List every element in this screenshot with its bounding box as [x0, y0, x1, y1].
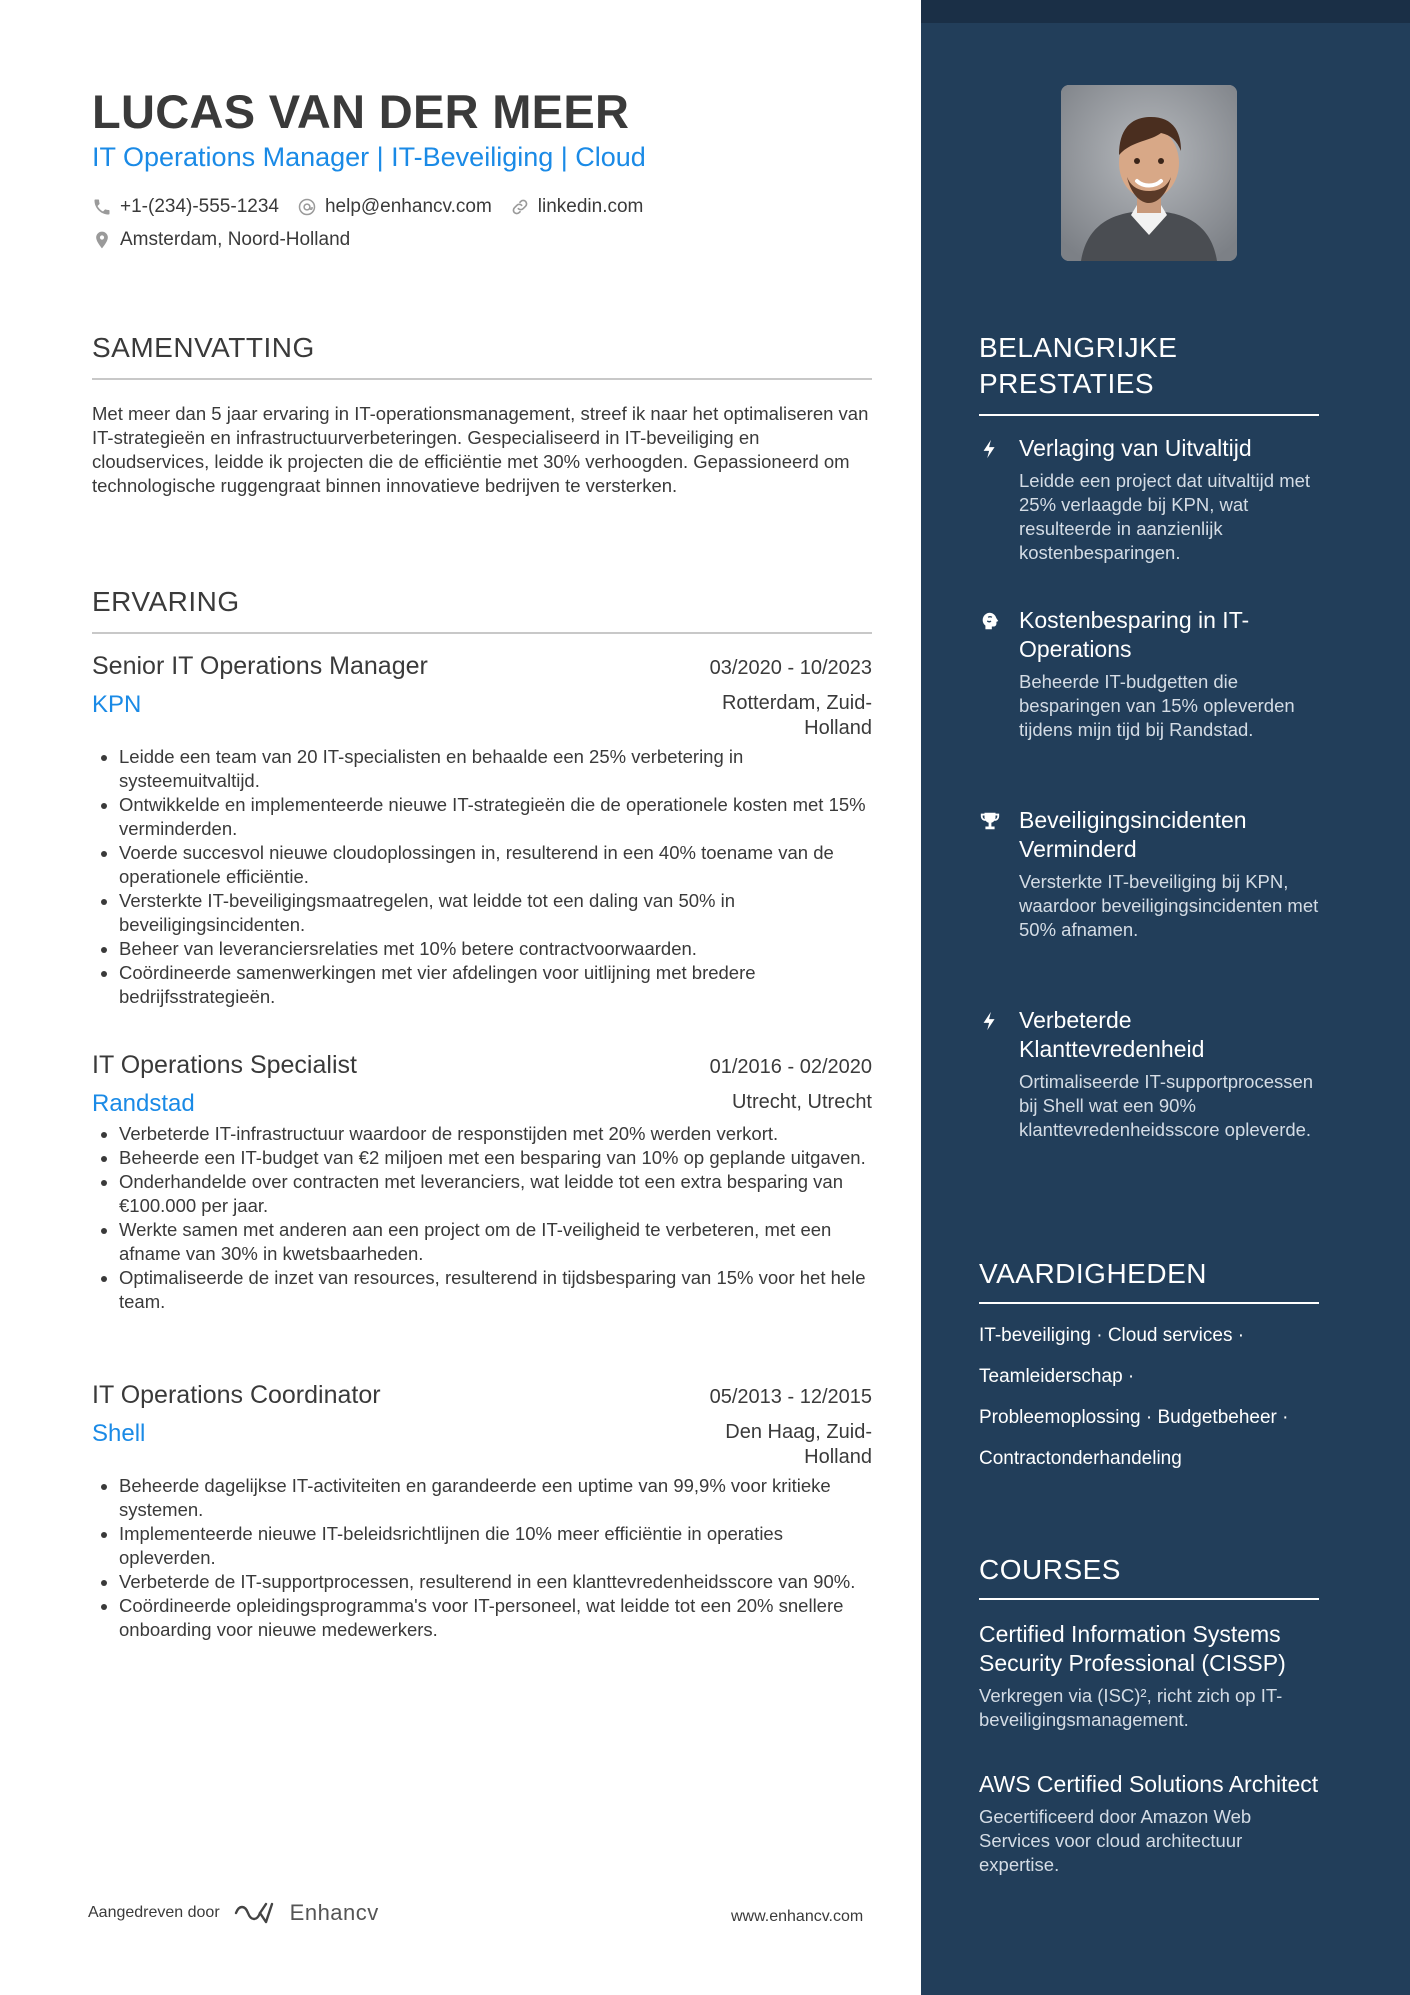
bullet-item: • Beheerde een IT-budget van €2 miljoen met een besparing van 10% op geplande uitgaven.	[119, 1146, 872, 1170]
course-title: AWS Certified Solutions Architect	[979, 1771, 1319, 1797]
achievements-heading: BELANGRIJKE PRESTATIES	[979, 332, 1178, 399]
job-bullets	[92, 745, 872, 1009]
job-title: IT Operations Coordinator	[92, 1381, 381, 1409]
courses-divider	[979, 1598, 1319, 1600]
achievement-title: Verlaging van Uitvaltijd	[1019, 435, 1252, 461]
linkedin-url: linkedin.com	[537, 196, 644, 217]
bullet-item: • Optimaliseerde de inzet van resources, resulterend in tijdsbesparing van 15% voor het hele team.	[119, 1266, 872, 1314]
skills-line: Contractonderhandeling	[979, 1448, 1182, 1469]
job-entry	[92, 652, 872, 1009]
achievement-item	[979, 434, 1319, 565]
phone-icon	[92, 197, 112, 217]
skills-divider	[979, 1302, 1319, 1304]
course-item	[979, 1620, 1319, 1732]
job-location: Rotterdam, Zuid-Holland	[721, 692, 872, 739]
at-icon	[297, 197, 317, 217]
course-title: Certified Information Systems Security Professional (CISSP)	[979, 1621, 1286, 1676]
bullet-item: • Coördineerde samenwerkingen met vier afdelingen voor uitlijning met bredere bedrijfsstrategieën.	[119, 961, 872, 1009]
enhancv-logo-icon	[232, 1900, 280, 1926]
location-contact	[92, 229, 350, 251]
job-title: IT Operations Specialist	[92, 1051, 357, 1079]
experience-heading: ERVARING	[92, 586, 240, 617]
achievement-title: Beveiligingsincidenten Verminderd	[1019, 807, 1247, 862]
company-name[interactable]: Shell	[92, 1420, 146, 1447]
bullet-item: • Verbeterde IT-infrastructuur waardoor de responstijden met 20% werden verkort.	[119, 1122, 872, 1146]
achievements-divider	[979, 414, 1319, 416]
company-name[interactable]: Randstad	[92, 1090, 195, 1117]
trophy-icon	[979, 810, 1001, 832]
job-location: Den Haag, Zuid-Holland	[725, 1421, 872, 1468]
bullet-item: • Ontwikkelde en implementeerde nieuwe IT-strategieën die de operationele kosten met 15% verminderden.	[119, 793, 872, 841]
bullet-item: • Werkte samen met anderen aan een project om de IT-veiligheid te verbeteren, met een afname van 30% in kwetsbaarheden.	[119, 1218, 872, 1266]
lightning-icon	[979, 1010, 1001, 1032]
achievement-desc: Leidde een project dat uitvaltijd met 25% verlaagde bij KPN, wat resulteerde in aanzienlijk kostenbesparingen.	[1019, 470, 1311, 563]
candidate-name: LUCAS VAN DER MEER	[92, 85, 630, 138]
job-bullets	[92, 1122, 872, 1314]
company-name[interactable]: KPN	[92, 691, 142, 718]
courses-heading: COURSES	[979, 1554, 1121, 1585]
skills-list	[979, 1322, 1319, 1486]
bullet-item: • Beheerde dagelijkse IT-activiteiten en garandeerde een uptime van 99,9% voor kritieke systemen.	[119, 1474, 872, 1522]
profile-portrait	[1061, 85, 1237, 261]
achievement-item	[979, 806, 1319, 942]
brain-icon	[979, 610, 1001, 632]
job-entry	[92, 1051, 872, 1314]
summary-text: Met meer dan 5 jaar ervaring in IT-operationsmanagement, streef ik naar het optimaliseren van IT-strategieën en infrastructuurverbeteringen. Gespecialiseerd in IT-beveiliging en cloudservices, leidde ik projecten die de efficiëntie met 30% verhoogden. Gepassioneerd om technologische ruggengraat binnen innovatieve bedrijven te versterken.	[92, 403, 869, 496]
achievement-title: Verbeterde Klanttevredenheid	[1019, 1007, 1205, 1062]
achievement-title: Kostenbesparing in IT-Operations	[1019, 607, 1250, 662]
bullet-item: • Versterkte IT-beveiligingsmaatregelen, wat leidde tot een daling van 50% in beveiligingsincidenten.	[119, 889, 872, 937]
email-contact[interactable]	[297, 196, 492, 218]
bullet-item: • Coördineerde opleidingsprogramma's voor IT-personeel, wat leidde tot een 20% snellere onboarding voor nieuwe medewerkers.	[119, 1594, 872, 1642]
sidebar-top-band	[921, 0, 1410, 23]
bullet-item: • Verbeterde de IT-supportprocessen, resulterend in een klanttevredenheidsscore van 90%.	[119, 1570, 872, 1594]
course-desc: Gecertificeerd door Amazon Web Services voor cloud architectuur expertise.	[979, 1806, 1252, 1875]
achievement-item	[979, 606, 1319, 742]
brand-name[interactable]: Enhancv	[289, 1900, 379, 1925]
bullet-item: • Onderhandelde over contracten met leveranciers, wat leidde tot een extra besparing van €100.000 per jaar.	[119, 1170, 872, 1218]
powered-by-label: Aangedreven door	[88, 1904, 220, 1921]
linkedin-contact[interactable]	[510, 196, 644, 218]
achievement-desc: Beheerde IT-budgetten die besparingen van 15% opleverden tijdens mijn tijd bij Randstad.	[1019, 671, 1295, 740]
phone-contact[interactable]	[92, 196, 279, 218]
course-item	[979, 1770, 1319, 1877]
contact-row	[92, 196, 661, 218]
job-location: Utrecht, Utrecht	[731, 1091, 872, 1113]
bullet-item: • Beheer van leveranciersrelaties met 10% betere contractvoorwaarden.	[119, 937, 872, 961]
skills-line: Teamleiderschap ·	[979, 1366, 1135, 1387]
job-dates: 03/2020 - 10/2023	[709, 657, 872, 679]
profile-photo	[1061, 85, 1237, 261]
summary-heading: SAMENVATTING	[92, 332, 315, 363]
footer-branding	[88, 1900, 379, 1926]
link-icon	[510, 197, 530, 217]
summary-divider	[92, 378, 872, 380]
headline: IT Operations Manager | IT-Beveiliging | Cloud	[92, 142, 646, 172]
achievement-desc: Versterkte IT-beveiliging bij KPN, waardoor beveiligingsincidenten met 50% afnamen.	[1019, 871, 1319, 940]
achievement-desc: Ortimaliseerde IT-supportprocessen bij Shell wat een 90% klanttevredenheidsscore opleverde.	[1019, 1071, 1314, 1140]
location-text: Amsterdam, Noord-Holland	[120, 229, 351, 250]
course-desc: Verkregen via (ISC)², richt zich op IT-beveiligingsmanagement.	[979, 1685, 1283, 1730]
achievement-item	[979, 1006, 1319, 1142]
skills-heading: VAARDIGHEDEN	[979, 1258, 1207, 1289]
email-address: help@enhancv.com	[324, 196, 492, 217]
lightning-icon	[979, 438, 1001, 460]
skills-line: IT-beveiliging · Cloud services ·	[979, 1325, 1245, 1346]
location-pin-icon	[92, 230, 112, 250]
sidebar	[921, 0, 1410, 1995]
bullet-item: • Leidde een team van 20 IT-specialisten en behaalde een 25% verbetering in systeemuitvaltijd.	[119, 745, 872, 793]
bullet-item: • Voerde succesvol nieuwe cloudoplossingen in, resulterend in een 40% toename van de operationele efficiëntie.	[119, 841, 872, 889]
website-link[interactable]: www.enhancv.com	[731, 1908, 864, 1925]
experience-divider	[92, 632, 872, 634]
job-entry	[92, 1381, 872, 1642]
location-row	[92, 229, 368, 251]
job-title: Senior IT Operations Manager	[92, 652, 428, 680]
phone-number: +1-(234)-555-1234	[120, 196, 279, 217]
skills-line: Probleemoplossing · Budgetbeheer ·	[979, 1407, 1289, 1428]
bullet-item: • Implementeerde nieuwe IT-beleidsrichtlijnen die 10% meer efficiëntie in operaties opleverden.	[119, 1522, 872, 1570]
job-dates: 05/2013 - 12/2015	[709, 1386, 872, 1408]
job-dates: 01/2016 - 02/2020	[709, 1056, 872, 1078]
job-bullets	[92, 1474, 872, 1642]
